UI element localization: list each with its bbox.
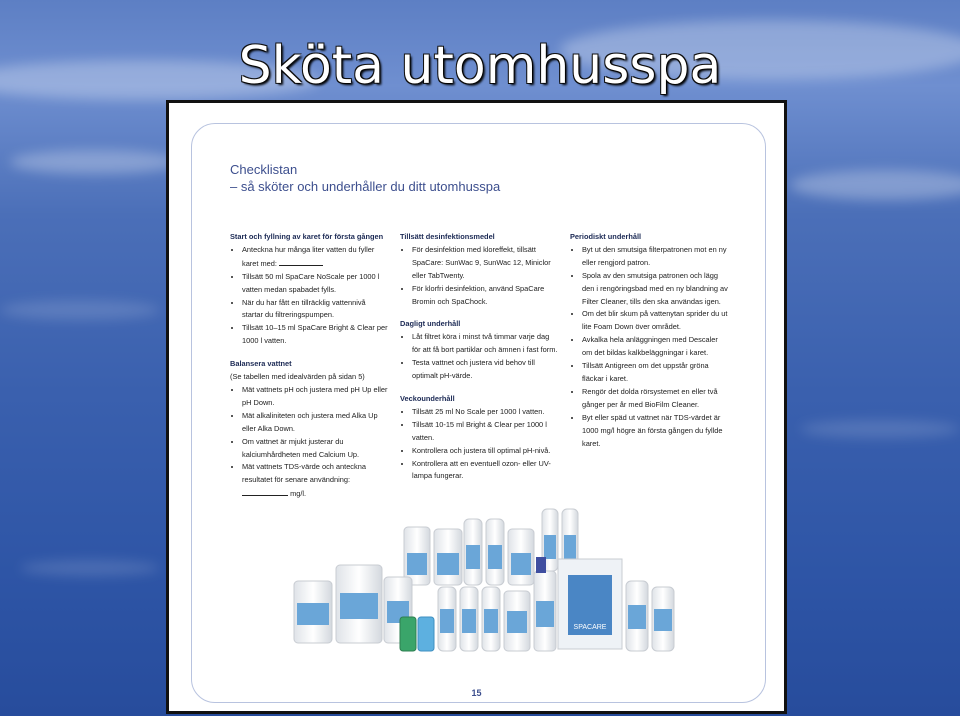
list-item: • Om vattnet är mjukt justerar du kalciumhårdheten med Calcium Up. bbox=[242, 436, 388, 462]
page-number: 15 bbox=[471, 688, 482, 698]
list-item: • När du har fått en tillräcklig vattennivå startar du filtreringspumpen. bbox=[242, 297, 388, 323]
list-item: • Avkalka hela anläggningen med Descaler om det bildas kalkbeläggningar i karet. bbox=[582, 334, 728, 360]
blank-line bbox=[279, 257, 323, 266]
list-item: • För klorfri desinfektion, använd SpaCare Bromin och SpaChock. bbox=[412, 283, 558, 309]
list-item: • Byt eller späd ut vattnet när TDS-värdet är 1000 mg/l högre än första gången du fyllde karet. bbox=[582, 412, 728, 451]
wave-streak bbox=[800, 420, 960, 438]
product-box-label: SPACARE bbox=[573, 624, 607, 631]
checklist-column-1 bbox=[230, 231, 388, 511]
list-item: • Rengör det dolda rörsystemet en eller två gånger per år med BioFilm Cleaner. bbox=[582, 386, 728, 412]
slide-title: Sköta utomhusspa bbox=[238, 36, 722, 96]
product-photo bbox=[284, 505, 684, 681]
list-item: • Spola av den smutsiga patronen och lägg den i rengöringsbad med en ny blandning av Filter Cleaner, tills den ska användas igen. bbox=[582, 270, 728, 309]
bullet-list bbox=[400, 406, 558, 483]
section-title: Periodiskt underhåll bbox=[570, 232, 642, 241]
list-item: • För desinfektion med kloreffekt, tillsätt SpaCare: SunWac 9, SunWac 12, Miniclor eller TabTwenty. bbox=[412, 244, 558, 283]
list-item: • Byt ut den smutsiga filterpatronen mot en ny eller rengjord patron. bbox=[582, 244, 728, 270]
list-item: • Låt filtret köra i minst två timmar varje dag för att få bort partiklar och ämnen i fast form. bbox=[412, 331, 558, 357]
bullet-list bbox=[230, 384, 388, 501]
section-title: Start och fyllning av karet för första gången bbox=[230, 232, 384, 241]
document-page bbox=[166, 100, 787, 714]
section-note: (Se tabellen med idealvärden på sidan 5) bbox=[230, 372, 365, 382]
wave-streak bbox=[20, 560, 160, 576]
list-item: • Tillsätt 25 ml No Scale per 1000 l vatten. bbox=[412, 406, 558, 419]
heading-title: Checklistan bbox=[230, 162, 298, 177]
section-title: Dagligt underhåll bbox=[400, 319, 461, 329]
bullet-list bbox=[570, 244, 728, 451]
bullet-list bbox=[400, 244, 558, 309]
bullet-list bbox=[230, 244, 388, 348]
list-item: • Testa vattnet och justera vid behov till optimalt pH-värde. bbox=[412, 357, 558, 383]
list-item: • Tillsätt 50 ml SpaCare NoScale per 1000 l vatten medan spabadet fylls. bbox=[242, 271, 388, 297]
list-item: • Anteckna hur många liter vatten du fyller karet med: bbox=[242, 244, 388, 271]
list-item: • Mät alkaliniteten och justera med Alka Up eller Alka Down. bbox=[242, 410, 388, 436]
list-item: • Tillsätt Antigreen om det uppstår gröna fläckar i karet. bbox=[582, 360, 728, 386]
section-title: Veckounderhåll bbox=[400, 393, 455, 403]
checklist-column-2 bbox=[400, 231, 558, 493]
list-item: • Kontrollera och justera till optimal pH-nivå. bbox=[412, 445, 558, 458]
front-row-products bbox=[294, 557, 674, 651]
checklist-heading bbox=[230, 161, 500, 195]
bullet-list bbox=[400, 331, 558, 383]
list-item: • Tillsätt 10–15 ml SpaCare Bright & Clear per 1000 l vatten. bbox=[242, 322, 388, 348]
section-title: Balansera vattnet bbox=[230, 359, 292, 369]
cloud-streak bbox=[790, 170, 960, 200]
list-item: • Tillsätt 10-15 ml Bright & Clear per 1000 l vatten. bbox=[412, 419, 558, 445]
list-item: • Kontrollera att en eventuell ozon- eller UV-lampa fungerar. bbox=[412, 458, 558, 484]
wave-streak bbox=[0, 300, 160, 320]
section-title: Tillsätt desinfektionsmedel bbox=[400, 232, 495, 241]
checklist-column-3 bbox=[570, 231, 728, 460]
heading-subtitle: – så sköter och underhåller du ditt utomhusspa bbox=[230, 179, 501, 194]
list-item: • Om det blir skum på vattenytan sprider du ut lite Foam Down över området. bbox=[582, 308, 728, 334]
cloud-streak bbox=[10, 150, 180, 174]
blank-line bbox=[242, 487, 288, 496]
list-item: • Mät vattnets pH och justera med pH Up eller pH Down. bbox=[242, 384, 388, 410]
list-item: • Mät vattnets TDS-värde och anteckna resultatet för senare användning: mg/l. bbox=[242, 461, 388, 501]
